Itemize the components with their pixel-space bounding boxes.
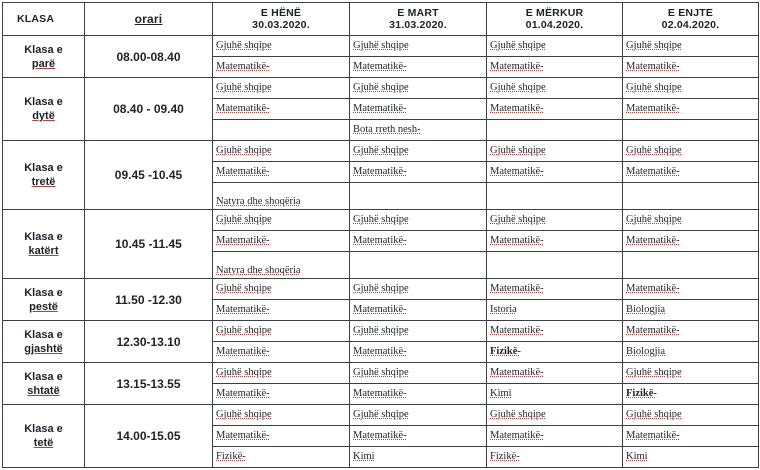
day-cell <box>623 321 759 363</box>
class-grade: tetë <box>33 437 54 449</box>
day-cell <box>213 141 350 210</box>
day-cell <box>623 36 759 78</box>
schedule-row <box>3 78 759 141</box>
subject-slot <box>487 342 622 362</box>
subject-slot <box>350 120 486 140</box>
subject-slot <box>350 57 486 77</box>
header-day-monday <box>213 3 350 36</box>
day-date: 02.04.2020. <box>661 19 720 31</box>
class-cell <box>3 36 85 78</box>
subject-slot <box>213 57 349 77</box>
subject-slot <box>350 363 486 384</box>
subject-text: Kimi <box>626 451 648 462</box>
subject-text: Matematikë- <box>626 283 680 294</box>
day-cell <box>213 210 350 279</box>
subject-text: Gjuhë shqipe <box>626 40 682 51</box>
subject-slot <box>213 384 349 404</box>
subject-text: Biologjia <box>626 346 666 357</box>
day-cell <box>623 141 759 210</box>
time-cell: 10.45 -11.45 <box>85 210 213 279</box>
subject-text: Matematikë- <box>490 283 544 294</box>
subject-text: Gjuhë shqipe <box>490 40 546 51</box>
subject-slot <box>487 78 622 99</box>
subject-slot <box>350 36 486 57</box>
class-cell <box>3 363 85 405</box>
class-label: Klasa e <box>24 423 63 435</box>
subject-text: Matematikë- <box>626 166 680 177</box>
subject-slot <box>623 426 758 447</box>
subject-slot <box>213 363 349 384</box>
subject-text: Matematikë- <box>216 103 270 114</box>
subject-text: Matematikë- <box>353 388 407 399</box>
subject-text: Matematikë- <box>626 430 680 441</box>
class-label: Klasa e <box>24 370 63 383</box>
time-cell: 14.00-15.05 <box>85 405 213 468</box>
subject-text: Gjuhë shqipe <box>216 82 272 93</box>
class-label: Klasa e <box>24 162 63 174</box>
subject-slot <box>623 447 758 467</box>
day-cell <box>350 405 487 468</box>
day-cell <box>487 36 623 78</box>
subject-slot <box>487 141 622 162</box>
class-label: Klasa e <box>24 286 63 299</box>
time-cell: 09.45 -10.45 <box>85 141 213 210</box>
subject-text: Matematikë- <box>216 430 270 441</box>
subject-slot <box>487 405 622 426</box>
subject-text: Matematikë- <box>490 235 544 246</box>
day-cell <box>487 141 623 210</box>
subject-text: Matematikë- <box>626 235 680 246</box>
subject-text: Matematikë- <box>353 61 407 72</box>
schedule-row <box>3 210 759 279</box>
subject-text: Biologjia <box>626 304 666 315</box>
subject-text: Gjuhë shqipe <box>216 409 272 420</box>
subject-slot <box>623 120 758 140</box>
subject-text: Gjuhë shqipe <box>216 145 272 156</box>
subject-slot <box>213 426 349 447</box>
subject-slot <box>487 300 622 320</box>
day-cell <box>350 36 487 78</box>
subject-text: Gjuhë shqipe <box>216 325 272 336</box>
subject-text: Gjuhë shqipe <box>490 82 546 93</box>
subject-text: Matematikë- <box>490 166 544 177</box>
schedule-row <box>3 363 759 405</box>
schedule-row <box>3 321 759 363</box>
subject-slot <box>487 231 622 252</box>
subject-slot <box>623 183 758 209</box>
subject-slot <box>623 141 758 162</box>
subject-slot <box>213 342 349 362</box>
subject-text: Matematikë- <box>490 367 544 378</box>
subject-slot <box>213 405 349 426</box>
day-cell <box>213 36 350 78</box>
day-cell <box>487 279 623 321</box>
class-grade: pestë <box>29 300 58 313</box>
subject-text: Fizikë- <box>490 346 521 357</box>
class-cell <box>3 141 85 210</box>
subject-text: Matematikë- <box>353 103 407 114</box>
subject-text: Gjuhë shqipe <box>216 367 272 378</box>
subject-text: Matematikë- <box>216 388 270 399</box>
header-orari: orari <box>85 3 213 36</box>
subject-slot <box>350 183 486 209</box>
subject-slot <box>213 78 349 99</box>
time-cell: 13.15-13.55 <box>85 363 213 405</box>
class-cell <box>3 279 85 321</box>
header-day-wednesday <box>487 3 623 36</box>
subject-slot <box>487 36 622 57</box>
subject-text: Gjuhë shqipe <box>353 40 409 51</box>
day-cell <box>623 363 759 405</box>
subject-slot <box>487 252 622 278</box>
subject-slot <box>623 342 758 362</box>
subject-text: Gjuhë shqipe <box>490 409 546 420</box>
subject-text: Matematikë- <box>216 166 270 177</box>
subject-text: Matematikë- <box>353 430 407 441</box>
day-cell <box>487 405 623 468</box>
day-cell <box>623 78 759 141</box>
day-cell <box>350 210 487 279</box>
subject-text: Gjuhë shqipe <box>626 367 682 378</box>
subject-slot <box>487 183 622 209</box>
subject-slot <box>350 321 486 342</box>
subject-slot <box>487 426 622 447</box>
time-cell: 08.40 - 09.40 <box>85 78 213 141</box>
day-cell <box>350 78 487 141</box>
subject-text: Matematikë- <box>490 61 544 72</box>
subject-text: Gjuhë shqipe <box>626 409 682 420</box>
day-cell <box>487 363 623 405</box>
header-row <box>3 3 759 36</box>
day-cell <box>487 321 623 363</box>
day-name: E MART <box>397 7 439 19</box>
subject-text: Matematikë- <box>216 61 270 72</box>
subject-text: Gjuhë shqipe <box>353 145 409 156</box>
subject-slot <box>350 384 486 404</box>
subject-text: Gjuhë shqipe <box>626 145 682 156</box>
subject-text: Gjuhë shqipe <box>216 214 272 225</box>
day-cell <box>213 363 350 405</box>
subject-text: Matematikë- <box>216 304 270 315</box>
subject-slot <box>487 321 622 342</box>
class-grade: parë <box>31 57 56 70</box>
day-cell <box>623 405 759 468</box>
subject-slot <box>487 279 622 300</box>
header-klasa: KLASA <box>3 3 85 36</box>
subject-text: Gjuhë shqipe <box>353 325 409 336</box>
subject-slot <box>623 300 758 320</box>
subject-text: Istoria <box>490 304 517 315</box>
header-day-thursday <box>623 3 759 36</box>
day-date: 31.03.2020. <box>389 19 447 31</box>
schedule-body <box>3 36 759 468</box>
subject-slot <box>487 120 622 140</box>
subject-text: Gjuhë shqipe <box>353 82 409 93</box>
subject-slot <box>350 426 486 447</box>
schedule-row <box>3 141 759 210</box>
subject-text: Gjuhë shqipe <box>353 367 409 378</box>
class-label: Klasa e <box>24 231 63 243</box>
subject-slot <box>350 78 486 99</box>
subject-slot <box>487 210 622 231</box>
subject-slot <box>487 384 622 404</box>
class-cell <box>3 405 85 468</box>
class-label: Klasa e <box>24 96 63 108</box>
subject-text: Bota rreth nesh- <box>353 124 421 135</box>
subject-slot <box>350 342 486 362</box>
schedule-table <box>2 2 759 468</box>
day-date: 01.04.2020. <box>525 19 584 31</box>
subject-text: Matematikë- <box>353 304 407 315</box>
subject-text: Matematikë- <box>490 103 544 114</box>
schedule-row <box>3 36 759 78</box>
subject-text: Matematikë- <box>626 325 680 336</box>
subject-text: Fizikë- <box>216 451 246 462</box>
subject-slot <box>623 99 758 120</box>
subject-text: Gjuhë shqipe <box>353 283 409 294</box>
day-name: E ENJTE <box>667 7 714 19</box>
day-cell <box>213 321 350 363</box>
subject-text: Gjuhë shqipe <box>626 214 682 225</box>
subject-slot <box>623 384 758 404</box>
subject-slot <box>213 99 349 120</box>
time-cell: 08.00-08.40 <box>85 36 213 78</box>
subject-text: Matematikë- <box>490 430 544 441</box>
subject-text: Gjuhë shqipe <box>353 214 409 225</box>
subject-slot <box>213 141 349 162</box>
subject-slot <box>350 252 486 278</box>
subject-slot <box>213 231 349 252</box>
class-grade: dytë <box>32 110 55 122</box>
subject-slot <box>623 321 758 342</box>
subject-slot <box>350 162 486 183</box>
subject-text: Matematikë- <box>216 346 270 357</box>
day-cell <box>350 363 487 405</box>
subject-slot <box>350 300 486 320</box>
subject-slot <box>487 99 622 120</box>
subject-slot <box>350 447 486 467</box>
subject-text: Gjuhë shqipe <box>490 145 546 156</box>
class-cell <box>3 321 85 363</box>
day-cell <box>213 279 350 321</box>
class-grade: shtatë <box>27 384 60 397</box>
subject-slot <box>623 36 758 57</box>
subject-slot <box>350 210 486 231</box>
subject-slot <box>623 405 758 426</box>
subject-text: Kimi <box>353 451 375 462</box>
subject-slot <box>623 162 758 183</box>
class-grade: katërt <box>28 245 59 257</box>
subject-slot <box>623 363 758 384</box>
subject-text: Matematikë- <box>353 346 407 357</box>
day-cell <box>213 78 350 141</box>
subject-text: Matematikë- <box>626 61 680 72</box>
subject-text: Matematikë- <box>353 235 407 246</box>
subject-text: Kimi <box>490 388 512 399</box>
class-cell <box>3 78 85 141</box>
subject-slot <box>623 57 758 77</box>
day-cell <box>623 210 759 279</box>
subject-slot <box>213 36 349 57</box>
subject-slot <box>350 231 486 252</box>
day-cell <box>350 279 487 321</box>
subject-slot <box>487 447 622 467</box>
subject-text: Fizikë- <box>626 388 657 399</box>
subject-text: Gjuhë shqipe <box>216 40 272 51</box>
subject-slot <box>487 57 622 77</box>
subject-slot <box>623 279 758 300</box>
header-day-tuesday <box>350 3 487 36</box>
day-name: E HËNË <box>260 7 302 19</box>
day-cell <box>350 321 487 363</box>
day-name: E MËRKUR <box>525 7 584 19</box>
day-cell <box>487 78 623 141</box>
subject-text: Fizikë- <box>490 451 520 462</box>
subject-text: Gjuhë shqipe <box>490 214 546 225</box>
schedule-row <box>3 279 759 321</box>
subject-slot <box>213 162 349 183</box>
subject-text: Matematikë- <box>216 235 270 246</box>
subject-slot <box>213 210 349 231</box>
day-cell <box>623 279 759 321</box>
schedule-row <box>3 405 759 468</box>
subject-slot <box>623 231 758 252</box>
class-label: Klasa e <box>24 43 63 56</box>
subject-slot <box>213 279 349 300</box>
subject-slot <box>350 405 486 426</box>
subject-slot <box>213 120 349 140</box>
subject-text: Natyra dhe shoqëria <box>216 196 301 207</box>
day-cell <box>487 210 623 279</box>
subject-text: Matematikë- <box>490 325 544 336</box>
day-cell <box>213 405 350 468</box>
subject-text: Gjuhë shqipe <box>216 283 272 294</box>
subject-slot <box>623 210 758 231</box>
subject-slot <box>350 279 486 300</box>
class-grade: tretë <box>31 176 56 188</box>
subject-slot <box>213 252 349 278</box>
class-label: Klasa e <box>24 328 63 341</box>
subject-slot <box>213 447 349 467</box>
subject-slot <box>350 141 486 162</box>
subject-slot <box>213 300 349 320</box>
subject-slot <box>213 321 349 342</box>
subject-slot <box>623 252 758 278</box>
day-date: 30.03.2020. <box>252 19 310 31</box>
subject-text: Gjuhë shqipe <box>353 409 409 420</box>
subject-text: Matematikë- <box>353 166 407 177</box>
subject-slot <box>350 99 486 120</box>
subject-slot <box>213 183 349 209</box>
time-cell: 11.50 -12.30 <box>85 279 213 321</box>
subject-text: Natyra dhe shoqëria <box>216 265 301 276</box>
subject-text: Gjuhë shqipe <box>626 82 682 93</box>
day-cell <box>350 141 487 210</box>
subject-slot <box>487 363 622 384</box>
subject-text: Matematikë- <box>626 103 680 114</box>
subject-slot <box>487 162 622 183</box>
subject-slot <box>623 78 758 99</box>
class-grade: gjashtë <box>24 342 63 355</box>
class-cell <box>3 210 85 279</box>
time-cell: 12.30-13.10 <box>85 321 213 363</box>
